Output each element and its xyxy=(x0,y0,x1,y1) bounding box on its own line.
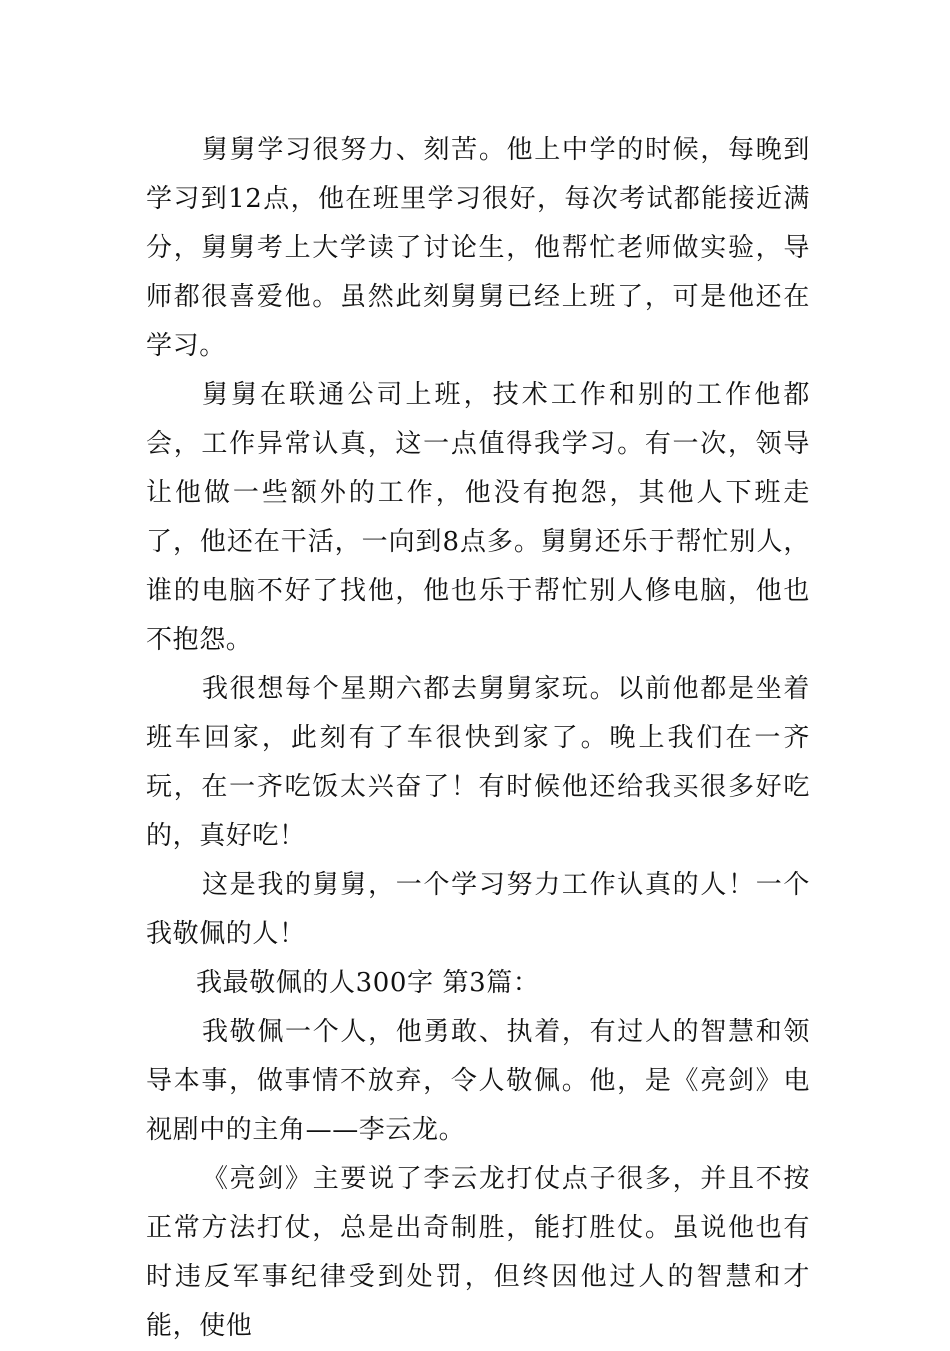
document-body xyxy=(146,126,810,1351)
paragraph-5: 我敬佩一个人，他勇敢、执着，有过人的智慧和领导本事，做事情不放弃，令人敬佩。他，是《亮剑》电视剧中的主角——李云龙。 xyxy=(146,1017,810,1145)
paragraph-4: 这是我的舅舅，一个学习努力工作认真的人！一个我敬佩的人！ xyxy=(146,870,810,949)
paragraph-1: 舅舅学习很努力、刻苦。他上中学的时候，每晚到学习到12点，他在班里学习很好，每次考试都能接近满分，舅舅考上大学读了讨论生，他帮忙老师做实验，导师都很喜爱他。虽然此刻舅舅已经上班了，可是他还在学习。 xyxy=(146,135,810,361)
paragraph-3: 我很想每个星期六都去舅舅家玩。以前他都是坐着班车回家，此刻有了车很快到家了。晚上我们在一齐玩，在一齐吃饭太兴奋了！有时候他还给我买很多好吃的，真好吃！ xyxy=(146,674,810,851)
paragraph-6: 《亮剑》主要说了李云龙打仗点子很多，并且不按正常方法打仗，总是出奇制胜，能打胜仗。虽说他也有时违反军事纪律受到处罚，但终因他过人的智慧和才能，使他 xyxy=(146,1164,810,1341)
section-heading: 我最敬佩的人300字 第3篇： xyxy=(196,968,540,998)
paragraph-2: 舅舅在联通公司上班，技术工作和别的工作他都会，工作异常认真，这一点值得我学习。有一次，领导让他做一些额外的工作，他没有抱怨，其他人下班走了，他还在干活，一向到8点多。舅舅还乐于帮忙别人，谁的电脑不好了找他，他也乐于帮忙别人修电脑，他也不抱怨。 xyxy=(146,380,810,655)
